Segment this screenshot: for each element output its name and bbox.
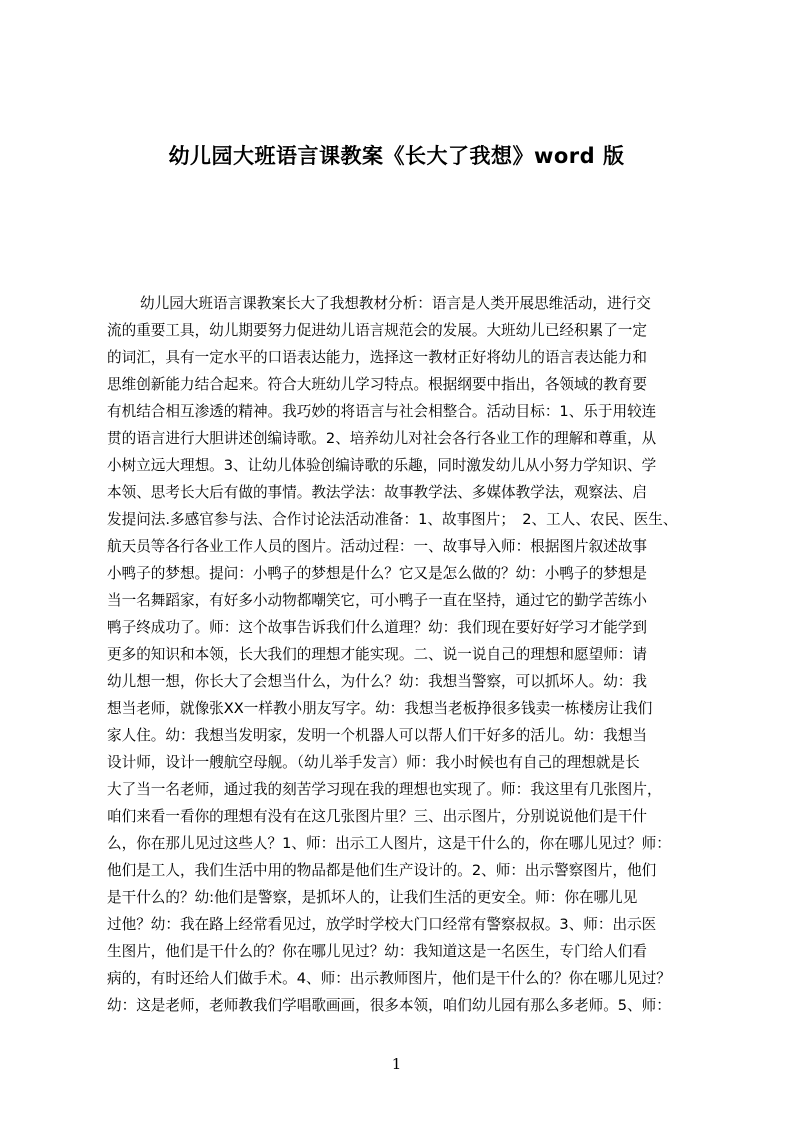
text-line: 么，你在那儿见过这些人？1、师：出示工人图片，这是干什么的，你在哪儿见过？师： (107, 835, 671, 852)
text-line: 他们是工人，我们生活中用的物品都是他们生产设计的。2、师：出示警察图片，他们 (107, 862, 657, 879)
text-line: 是干什么的？幼:他们是警察，是抓坏人的，让我们生活的更安全。师：你在哪儿见 (107, 889, 638, 906)
text-line: 有机结合相互渗透的精神。我巧妙的将语言与社会相整合。活动目标：1、乐于用较连 (107, 403, 657, 420)
text-line: 小鸭子的梦想。提问：小鸭子的梦想是什么？它又是怎么做的？幼：小鸭子的梦想是 (107, 565, 647, 582)
body-paragraph (107, 290, 697, 1046)
text-line: 幼：这是老师，老师教我们学唱歌画画，很多本领，咱们幼儿园有那么多老师。5、师： (107, 997, 671, 1014)
page-number: 1 (391, 1055, 402, 1073)
text-line: 生图片，他们是干什么的？你在哪儿见过？幼：我知道这是一名医生，专门给人们看 (107, 943, 647, 960)
text-line: 想当老师，就像张XX一样教小朋友写字。幼：我想当老板挣很多钱卖一栋楼房让我们 (107, 700, 653, 717)
text-line: 更多的知识和本领，长大我们的理想才能实现。二、说一说自己的理想和愿望师：请 (107, 646, 647, 663)
text-line: 过他？幼：我在路上经常看见过，放学时学校大门口经常有警察叔叔。3、师：出示医 (107, 916, 657, 933)
text-line: 贯的语言进行大胆讲述创编诗歌。2、培养幼儿对社会各行各业工作的理解和尊重，从 (107, 430, 657, 447)
text-line: 家人住。幼：我想当发明家，发明一个机器人可以帮人们干好多的活儿。幼：我想当 (107, 727, 647, 744)
text-line: 咱们来看一看你的理想有没有在这几张图片里？三、出示图片，分别说说他们是干什 (107, 808, 647, 825)
text-line: 幼儿园大班语言课教案长大了我想教材分析：语言是人类开展思维活动，进行交 (140, 295, 651, 312)
text-line: 本领、思考长大后有做的事情。教法学法：故事教学法、多媒体教学法，观察法、启 (107, 484, 647, 501)
text-line: 航天员等各行各业工作人员的图片。活动过程：一、故事导入师：根据图片叙述故事 (107, 538, 647, 555)
text-line: 幼儿想一想，你长大了会想当什么，为什么？幼：我想当警察，可以抓坏人。幼：我 (107, 673, 647, 690)
document-title: 幼儿园大班语言课教案《长大了我想》word 版 (168, 144, 625, 168)
text-line: 发提问法.多感官参与法、合作讨论法活动准备：1、故事图片； 2、工人、农民、医生、 (107, 511, 678, 528)
text-line: 设计师，设计一艘航空母舰。（幼儿举手发言）师：我小时候也有自己的理想就是长 (107, 754, 640, 771)
text-line: 的词汇，具有一定水平的口语表达能力，选择这一教材正好将幼儿的语言表达能力和 (107, 349, 647, 366)
text-line: 大了当一名老师，通过我的刻苦学习现在我的理想也实现了。师：我这里有几张图片， (107, 781, 662, 798)
text-line: 鸭子终成功了。师：这个故事告诉我们什么道理？幼：我们现在要好好学习才能学到 (107, 619, 647, 636)
text-line: 小树立远大理想。3、让幼儿体验创编诗歌的乐趣，同时激发幼儿从小努力学知识、学 (107, 457, 657, 474)
text-line: 流的重要工具，幼儿期要努力促进幼儿语言规范会的发展。大班幼儿已经积累了一定 (107, 322, 647, 339)
text-line: 思维创新能力结合起来。符合大班幼儿学习特点。根据纲要中指出，各领域的教育要 (107, 376, 647, 393)
text-line: 病的，有时还给人们做手术。4、师：出示教师图片，他们是干什么的？你在哪儿见过？ (107, 970, 671, 987)
text-line: 当一名舞蹈家，有好多小动物都嘲笑它，可小鸭子一直在坚持，通过它的勤学苦练小 (107, 592, 647, 609)
